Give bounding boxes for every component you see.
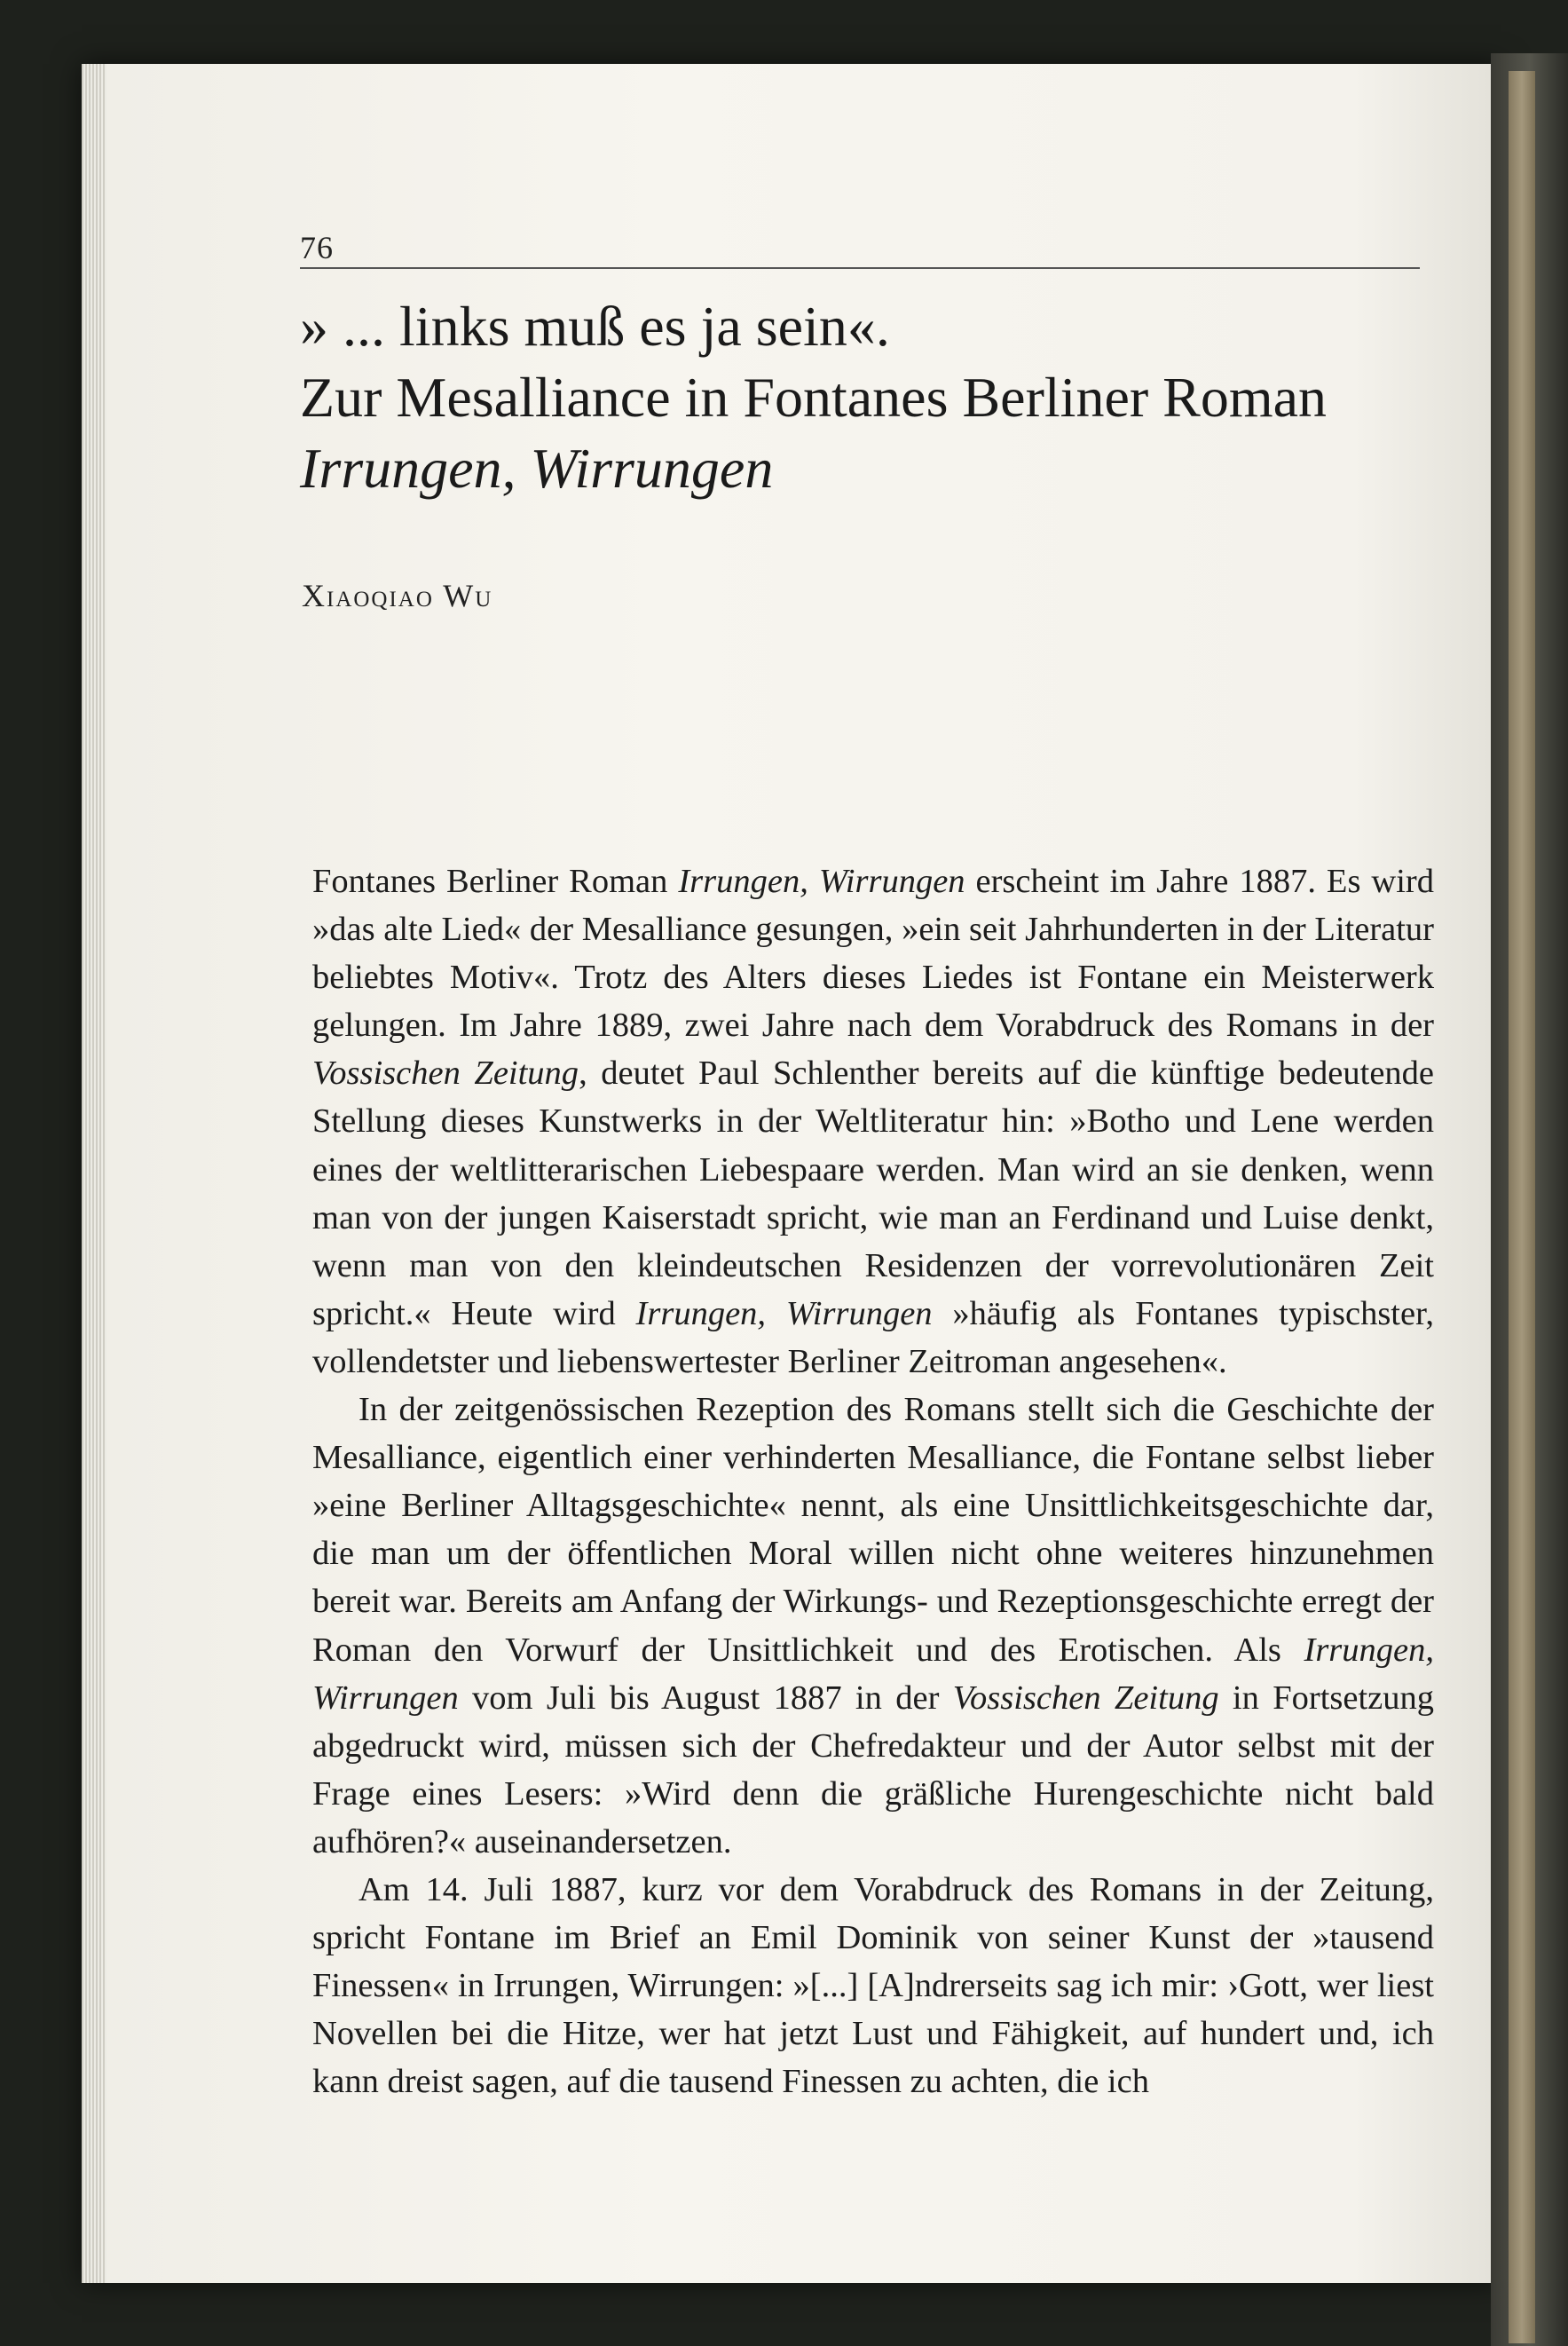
text-run: in Fortsetzung abgedruckt wird, müssen sich der Chefredakteur und der Autor selbst mit der Frage eines Lesers: »Wird denn die gräßliche Hurengeschichte nicht bald aufhören?« auseinandersetzen. — [312, 1679, 1435, 1860]
italic-title-ref: Vossischen Zeitung — [952, 1679, 1219, 1717]
italic-title-ref: Irrungen, Wirrungen — [635, 1294, 933, 1332]
text-run: Fontanes Berliner Roman — [312, 863, 679, 900]
paragraph-1 — [312, 857, 1434, 1386]
text-run: »häufig als Fontanes typischster, vollendetster und liebenswertester Berliner Zeitroman angesehen«. — [312, 1294, 1434, 1380]
author-name: Xiaoqiao Wu — [302, 578, 493, 613]
italic-title-ref: Irrungen, Wirrungen — [678, 863, 965, 900]
title-line-2: Zur Mesalliance in Fontanes Berliner Roman — [300, 366, 1328, 429]
text-run: , deutet Paul Schlenther bereits auf die künftige bedeutende Stellung dieses Kunstwerks in der Weltliteratur hin: »Botho und Lene werden eines der weltlitterarischen Liebespaare werden. Man wird an sie denken, wenn man von der jungen Kaiserstadt spricht, wie man an Ferdinand und Luise denkt, wenn man von den kleindeutschen Residenzen der vorrevolutionären Zeit spricht.« Heute wird — [312, 1055, 1434, 1332]
title-line-3: Irrungen, Wirrungen — [300, 437, 774, 500]
header-rule — [300, 267, 1420, 269]
paragraph-3 — [312, 1866, 1434, 2105]
italic-title-ref: Irrungen, Wirrungen — [312, 1631, 1434, 1717]
title-line-1: » ... links muß es ja sein«. — [300, 295, 890, 358]
paragraph-2 — [312, 1386, 1434, 1866]
text-run: Am 14. Juli 1887, kurz vor dem Vorabdruck des Romans in der Zeitung, spricht Fontane im Brief an Emil Dominik von seiner Kunst der »tausend Finessen« in Irrungen, Wirrungen: »[...] [A]ndrerseits sag ich mir: ›Gott, wer liest Novellen bei die Hitze, wer hat jetzt Lust und Fähigkeit, auf hundert und, ich kann dreist sagen, auf die tausend Finessen zu achten, die ich — [312, 1870, 1434, 2101]
text-run: In der zeitgenössischen Rezeption des Romans stellt sich die Geschichte der Mesalliance, eigentlich einer verhinderten Mesalliance, die Fontane selbst lieber »eine Berliner Alltagsgeschichte« nennt, als eine Unsittlichkeitsgeschichte dar, die man um der öffentlichen Moral willen nicht ohne weiteres hinzunehmen bereit war. Bereits am Anfang der Wirkungs- und Rezeptionsgeschichte erregt der Roman den Vorwurf der Unsittlichkeit und des Erotischen. Als — [312, 1391, 1434, 1669]
text-run: erscheint im Jahre 1887. Es wird »das alte Lied« der Mesalliance gesungen, »ein seit Jahrhunderten in der Literatur beliebtes Motiv«. Trotz des Alters dieses Liedes ist Fontane ein Meisterwerk gelungen. Im Jahre 1889, zwei Jahre nach dem Vorabdruck des Romans in der — [312, 863, 1434, 1045]
article-title — [300, 291, 1454, 504]
italic-title-ref: Vossischen Zeitung — [312, 1055, 579, 1093]
body-text — [312, 857, 1434, 2105]
text-run: vom Juli bis August 1887 in der — [458, 1679, 953, 1717]
binding-strip — [1509, 71, 1535, 2343]
page-number: 76 — [300, 230, 334, 265]
